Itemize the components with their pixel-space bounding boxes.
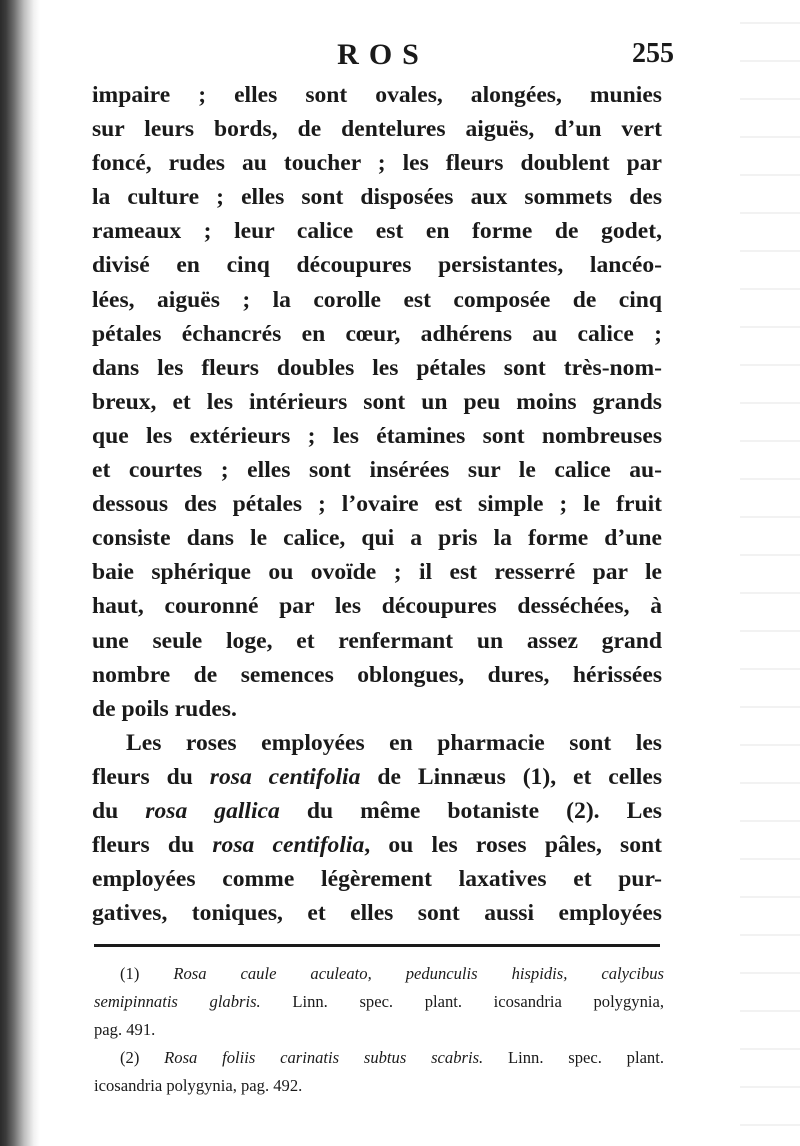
text-line: rameaux ; leur calice est en forme de godet, — [92, 218, 662, 245]
footnote-line: semipinnatis glabris. Linn. spec. plant. icosandria polygynia, — [94, 992, 664, 1011]
text-line: du rosa gallica du même botaniste (2). Les — [92, 797, 662, 824]
text-line: que les extérieurs ; les étamines sont nombreuses — [92, 422, 662, 449]
paragraph-start-line: Les roses employées en pharmacie sont les — [126, 729, 662, 756]
species-name: rosa gallica — [145, 797, 280, 824]
text-line: baie sphérique ou ovoïde ; il est resserré par le — [92, 559, 662, 586]
text-line: nombre de semences oblongues, dures, hérissées — [92, 661, 662, 688]
text-line: impaire ; elles sont ovales, alongées, munies — [92, 82, 662, 108]
text-line: dessous des pétales ; l’ovaire est simple ; le fruit — [92, 491, 662, 518]
text-line: dans les fleurs doubles les pétales sont très-nom- — [92, 354, 662, 381]
text-line: fleurs du rosa centifolia de Linnæus (1), et celles — [92, 763, 663, 790]
text-line: de poils rudes. — [92, 695, 237, 722]
text-line: lées, aiguës ; la corolle est composée de cinq — [92, 286, 662, 313]
page-number: 255 — [632, 38, 674, 69]
running-head — [92, 38, 674, 78]
text-line: sur leurs bords, de dentelures aiguës, d’un vert — [92, 116, 662, 143]
text-line: foncé, rudes au toucher ; les fleurs doublent par — [92, 150, 662, 177]
text-line: consiste dans le calice, qui a pris la forme d’une — [92, 525, 662, 552]
page-binding-shadow — [0, 0, 40, 1146]
text-line: haut, couronné par les découpures desséchées, à — [92, 593, 662, 620]
footnote-line: pag. 491. — [94, 1020, 156, 1039]
text-line: fleurs du rosa centifolia, ou les roses pâles, sont — [92, 832, 663, 859]
species-name: rosa centifolia — [212, 832, 365, 859]
text-line: breux, et les intérieurs sont un peu moins grands — [92, 388, 662, 415]
body-text — [92, 78, 662, 930]
text-line: gatives, toniques, et elles sont aussi employées — [92, 900, 662, 927]
text-line: et courtes ; elles sont insérées sur le calice au- — [92, 457, 662, 484]
running-head-title: ROS — [337, 38, 429, 71]
text-line: la culture ; elles sont disposées aux sommets des — [92, 184, 662, 211]
species-name: rosa centifolia — [209, 763, 361, 790]
footnote-line: icosandria polygynia, pag. 492. — [94, 1076, 303, 1095]
footnote-line: (2) Rosa foliis carinatis subtus scabris. Linn. spec. plant. — [120, 1048, 664, 1067]
page-margin-bleedthrough — [740, 0, 800, 1146]
text-line: divisé en cinq découpures persistantes, lancéo- — [92, 252, 662, 279]
text-line: une seule loge, et renfermant un assez grand — [92, 627, 662, 654]
footnote-line: (1) Rosa caule aculeato, pedunculis hispidis, calycibus — [120, 964, 665, 983]
text-line: pétales échancrés en cœur, adhérens au calice ; — [92, 320, 662, 347]
text-line: employées comme légèrement laxatives et pur- — [92, 866, 662, 893]
footnote-rule — [94, 944, 660, 947]
footnotes — [94, 960, 664, 1100]
